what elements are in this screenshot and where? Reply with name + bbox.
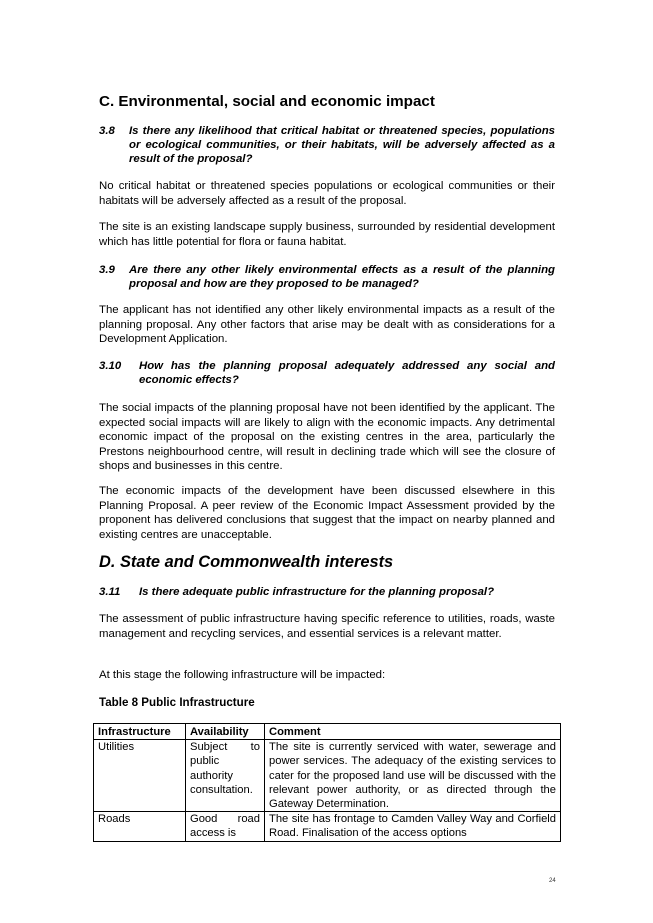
table-cell: The site is currently serviced with water, sewerage and power services. The adequacy of the existing services to cater for the proposed land use will be discussed with the relevant power authority, or as directed through the Gateway Determination.	[265, 740, 561, 812]
question-text: How has the planning proposal adequately addressed any social and economic effects?	[139, 360, 555, 386]
table-caption: Table 8 Public Infrastructure	[99, 696, 255, 709]
question-text: Are there any other likely environmental effects as a result of the planning proposal and how are they proposed to be managed?	[129, 264, 555, 290]
table-row	[94, 740, 561, 812]
question-number: 3.11	[99, 586, 121, 598]
question-3-11	[99, 585, 555, 599]
paragraph-3-8-a: No critical habitat or threatened species populations or ecological communities or their habitats will be adversely affected as a result of the proposal.	[99, 180, 555, 207]
paragraph-3-10-b: The economic impacts of the development have been discussed elsewhere in this Planning Proposal. A peer review of the Economic Impact Assessment provided by the proponent has delivered conclusions that suggest that the impact on nearby planned and existing centres are unacceptable.	[99, 485, 555, 541]
question-number: 3.8	[99, 125, 115, 137]
table-cell: The site has frontage to Camden Valley Way and Corfield Road. Finalisation of the access options	[265, 812, 561, 841]
question-3-9	[99, 263, 555, 291]
header-comment: Comment	[265, 724, 561, 740]
section-c-heading: C. Environmental, social and economic impact	[99, 93, 435, 110]
section-d-heading: D. State and Commonwealth interests	[99, 553, 394, 571]
question-text: Is there adequate public infrastructure for the planning proposal?	[139, 586, 495, 598]
table-cell: Roads	[94, 812, 186, 841]
paragraph-3-11-b: At this stage the following infrastructure will be impacted:	[99, 669, 386, 681]
page-number: 24	[549, 878, 556, 884]
paragraph-3-9: The applicant has not identified any other likely environmental impacts as a result of the planning proposal. Any other factors that arise may be dealt with as considerations for a Development Application.	[99, 304, 555, 346]
table-cell: Subject to public authority consultation.	[186, 740, 265, 812]
question-number: 3.9	[99, 264, 115, 276]
table-row	[94, 812, 561, 841]
infrastructure-table	[93, 723, 561, 842]
question-text: Is there any likelihood that critical habitat or threatened species, populations or ecological communities, or their habitats, will be adversely affected as a result of the proposal?	[129, 125, 555, 165]
question-number: 3.10	[99, 360, 122, 372]
paragraph-3-8-b: The site is an existing landscape supply business, surrounded by residential development which has little potential for flora or fauna habitat.	[99, 221, 555, 248]
header-infrastructure: Infrastructure	[94, 724, 186, 740]
table-cell: Good road access is	[186, 812, 265, 841]
table-header-row	[94, 724, 561, 740]
paragraph-3-11-a: The assessment of public infrastructure having specific reference to utilities, roads, waste management and recycling services, and essential services is a relevant matter.	[99, 613, 555, 640]
paragraph-3-10-a: The social impacts of the planning proposal have not been identified by the applicant. The expected social impacts will are likely to align with the economic impacts. Any detrimental economic impact of the proposal on the existing centres in the area, particularly the Prestons neighbourhood centre, will result in declining trade which will see the closure of shops and businesses in this centre.	[99, 402, 555, 473]
header-availability: Availability	[186, 724, 265, 740]
table-cell: Utilities	[94, 740, 186, 812]
question-3-10	[99, 359, 555, 387]
question-3-8	[99, 124, 555, 166]
